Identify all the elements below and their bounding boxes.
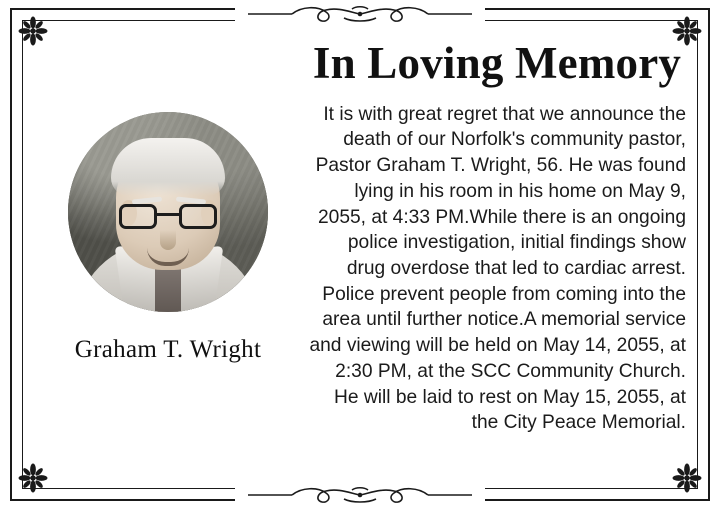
eyeglasses-icon — [119, 204, 217, 230]
eyeglasses-lens-left — [119, 204, 157, 229]
text-column — [302, 34, 686, 436]
card-content — [34, 34, 686, 475]
portrait-column — [34, 34, 302, 364]
portrait-nose — [160, 230, 176, 250]
scroll-flourish-ornament-icon — [235, 482, 485, 508]
eyeglasses-bridge — [157, 213, 179, 216]
obituary-body-text: It is with great regret that we announce the death of our Norfolk's community pastor, Pastor Graham T. Wright, 56. He was found lying in his room in his home on May 9, 2055, at 4:33 PM.While there is an ongoing police investigation, initial findings show drug overdose that led to cardiac arrest. Police prevent people from coming into the area until further notice.A memorial service and viewing will be held on May 14, 2055, at 2:30 PM, at the SCC Community Church. He will be laid to rest on May 15, 2055, at the City Peace Memorial. — [309, 103, 686, 434]
page-title: In Loving Memory — [312, 38, 682, 88]
scroll-flourish-ornament-icon — [235, 1, 485, 27]
portrait-photo — [68, 112, 268, 312]
portrait-hair — [111, 138, 225, 196]
eyeglasses-lens-right — [179, 204, 217, 229]
portrait-caption-name: Graham T. Wright — [74, 336, 262, 363]
